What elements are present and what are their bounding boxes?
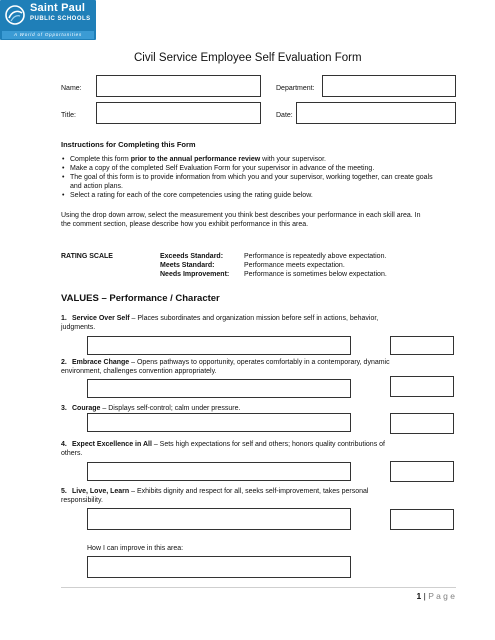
improve-label: How I can improve in this area: <box>87 545 184 552</box>
logo-line2: PUBLIC SCHOOLS <box>30 16 91 22</box>
instruction-item: • Make a copy of the completed Self Evaluation Form for your supervisor in advance of the meeting. <box>61 164 446 173</box>
rating-dropdown[interactable] <box>390 509 454 530</box>
logo-tagline: A World of Opportunities <box>2 31 94 39</box>
value-item: 4. Expect Excellence in All – Sets high expectations for self and others; honors quality contributions of others. <box>61 441 385 457</box>
comment-box[interactable] <box>87 336 351 355</box>
value-item: 5. Live, Love, Learn – Exhibits dignity and respect for all, seeks self-improvement, takes personal responsibility. <box>61 488 369 504</box>
date-label: Date: <box>276 112 293 119</box>
rating-dropdown[interactable] <box>390 376 454 397</box>
comment-box[interactable] <box>87 413 351 432</box>
rating-row: Needs Improvement: Performance is sometimes below expectation. <box>160 271 387 278</box>
logo-line1: Saint Paul <box>30 2 86 14</box>
value-item: 3. Courage – Displays self-control; calm under pressure. <box>61 405 241 412</box>
rating-row: Meets Standard: Performance meets expectation. <box>160 262 345 269</box>
comment-box[interactable] <box>87 462 351 481</box>
page-footer <box>417 591 456 601</box>
comment-box[interactable] <box>87 508 351 530</box>
footer-rule <box>61 587 456 588</box>
title-label: Title: <box>61 112 76 119</box>
title-field[interactable] <box>96 102 261 124</box>
school-logo <box>0 0 96 40</box>
instructions-heading: Instructions for Completing this Form <box>61 140 196 149</box>
rating-dropdown[interactable] <box>390 336 454 355</box>
improve-comment-box[interactable] <box>87 556 351 578</box>
value-item: 1. Service Over Self – Places subordinates and organization mission before self in actions, behavior, judgments. <box>61 315 379 331</box>
name-label: Name: <box>61 85 82 92</box>
date-field[interactable] <box>296 102 456 124</box>
page-word: P a g e <box>428 591 455 601</box>
department-field[interactable] <box>322 75 456 97</box>
page-title: Civil Service Employee Self Evaluation Form <box>134 52 362 64</box>
name-field[interactable] <box>96 75 261 97</box>
instruction-item: • The goal of this form is to provide information from which you and your supervisor, working together, can create goals and action plans. <box>61 173 446 191</box>
instructions-list <box>61 155 446 200</box>
rating-dropdown[interactable] <box>390 461 454 482</box>
footer-separator: | <box>423 591 426 601</box>
value-item: 2. Embrace Change – Opens pathways to opportunity, operates comfortably in a contemporary, dynamic environment, challenges convention appropriately. <box>61 359 390 375</box>
section-heading: VALUES – Performance / Character <box>61 293 220 304</box>
rating-scale-label: RATING SCALE <box>61 253 113 260</box>
instruction-item: • Select a rating for each of the core competencies using the rating guide below. <box>61 191 446 200</box>
swoosh-emblem-icon <box>3 3 27 27</box>
instructions-paragraph: Using the drop down arrow, select the measurement you think best describes your performance in each skill area. In the comment section, please describe how you exhibit performance in this area. <box>61 212 421 228</box>
department-label: Department: <box>276 85 315 92</box>
rating-row: Exceeds Standard: Performance is repeatedly above expectation. <box>160 253 387 260</box>
rating-dropdown[interactable] <box>390 413 454 434</box>
page-number: 1 <box>416 591 422 601</box>
instruction-item: • Complete this form prior to the annual performance review with your supervisor. <box>61 155 446 164</box>
comment-box[interactable] <box>87 379 351 398</box>
